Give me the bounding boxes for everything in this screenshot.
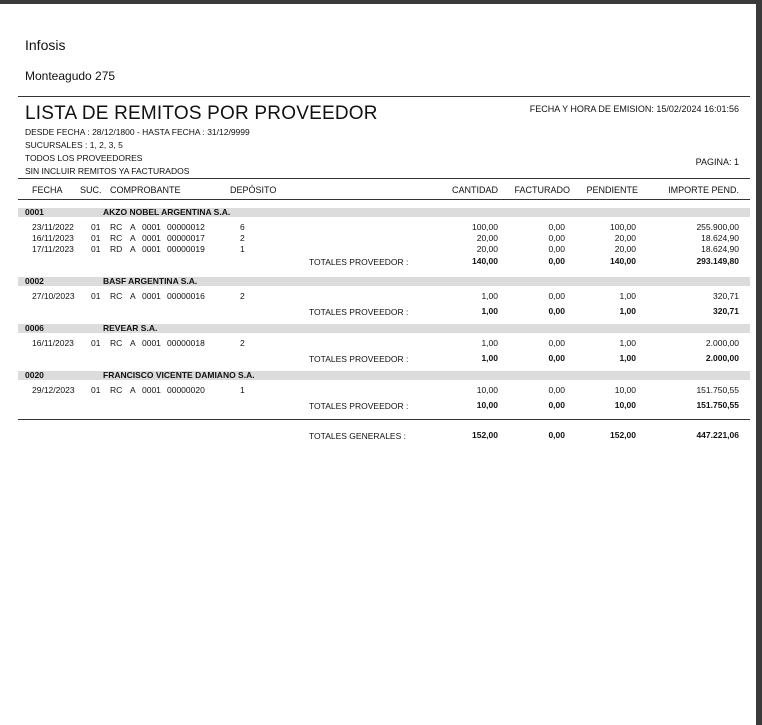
invoiced-filter: SIN INCLUIR REMITOS YA FACTURADOS: [25, 166, 190, 176]
row-importe: 18.624,90: [701, 233, 739, 243]
row-importe: 2.000,00: [705, 338, 739, 348]
row-importe: 18.624,90: [701, 244, 739, 254]
col-cantidad: CANTIDAD: [451, 185, 498, 195]
row-fecha: 29/12/2023: [32, 385, 75, 395]
row-importe: 151.750,55: [696, 385, 739, 395]
row-tipo: RC: [110, 233, 123, 243]
report-title: LISTA DE REMITOS POR PROVEEDOR: [25, 103, 378, 124]
supplier-totals-label: TOTALES PROVEEDOR :: [309, 401, 409, 411]
supplier-total-cantidad: 10,00: [476, 400, 498, 410]
row-facturado: 0,00: [548, 338, 565, 348]
grand-totals-label: TOTALES GENERALES :: [309, 431, 406, 441]
row-letra: A: [130, 222, 136, 232]
columns-top-rule: [18, 178, 750, 179]
supplier-total-importe: 293.149,80: [696, 256, 739, 266]
supplier-total-pendiente: 140,00: [610, 256, 636, 266]
supplier-total-pendiente: 1,00: [619, 306, 636, 316]
col-suc: SUC.: [80, 185, 102, 195]
col-facturado: FACTURADO: [514, 185, 570, 195]
grand-total-importe: 447.221,06: [696, 430, 739, 440]
supplier-total-facturado: 0,00: [548, 400, 565, 410]
row-fecha: 16/11/2023: [32, 233, 74, 243]
supplier-code: 0002: [25, 276, 44, 286]
row-cantidad: 10,00: [476, 385, 498, 395]
page-number: PAGINA: 1: [695, 157, 739, 167]
supplier-code: 0020: [25, 370, 44, 380]
row-numero: 00000012: [167, 222, 205, 232]
emission-datetime: FECHA Y HORA DE EMISION: 15/02/2024 16:01:56: [529, 104, 739, 114]
supplier-totals-label: TOTALES PROVEEDOR :: [309, 257, 409, 267]
supplier-totals-label: TOTALES PROVEEDOR :: [309, 354, 409, 364]
grand-total-cantidad: 152,00: [472, 430, 498, 440]
row-letra: A: [130, 233, 136, 243]
row-cantidad: 1,00: [481, 338, 498, 348]
company-name: Infosis: [25, 37, 66, 53]
row-suc: 01: [91, 233, 101, 243]
supplier-total-cantidad: 140,00: [472, 256, 498, 266]
row-suc: 01: [91, 338, 101, 348]
col-comprobante: COMPROBANTE: [110, 185, 181, 195]
row-letra: A: [130, 338, 136, 348]
date-range: DESDE FECHA : 28/12/1800 - HASTA FECHA : 31/12/9999: [25, 127, 250, 137]
row-pendiente: 100,00: [610, 222, 636, 232]
row-deposito: 2: [240, 291, 245, 301]
row-importe: 320,71: [713, 291, 739, 301]
supplier-total-facturado: 0,00: [548, 306, 565, 316]
company-address: Monteagudo 275: [25, 69, 116, 83]
row-cantidad: 100,00: [472, 222, 498, 232]
row-facturado: 0,00: [548, 222, 565, 232]
grand-totals-rule: [18, 419, 750, 420]
row-tipo: RC: [110, 291, 123, 301]
suppliers-filter: TODOS LOS PROVEEDORES: [25, 153, 143, 163]
supplier-total-facturado: 0,00: [548, 256, 565, 266]
row-importe: 255.900,00: [696, 222, 739, 232]
row-letra: A: [130, 385, 136, 395]
row-cantidad: 20,00: [476, 233, 498, 243]
row-numero: 00000017: [167, 233, 205, 243]
row-numero: 00000018: [167, 338, 205, 348]
row-tipo: RC: [110, 338, 123, 348]
supplier-name: FRANCISCO VICENTE DAMIANO S.A.: [103, 370, 255, 380]
row-pendiente: 20,00: [614, 233, 636, 243]
row-punto-venta: 0001: [142, 385, 161, 395]
row-suc: 01: [91, 222, 101, 232]
row-deposito: 2: [240, 233, 245, 243]
row-punto-venta: 0001: [142, 233, 161, 243]
grand-total-facturado: 0,00: [548, 430, 565, 440]
supplier-name: BASF ARGENTINA S.A.: [103, 276, 198, 286]
col-pendiente: PENDIENTE: [586, 185, 638, 195]
row-tipo: RD: [110, 244, 123, 254]
supplier-totals-label: TOTALES PROVEEDOR :: [309, 307, 409, 317]
supplier-total-pendiente: 10,00: [614, 400, 636, 410]
grand-total-pendiente: 152,00: [610, 430, 636, 440]
supplier-total-pendiente: 1,00: [619, 353, 636, 363]
row-numero: 00000019: [167, 244, 205, 254]
row-pendiente: 10,00: [614, 385, 636, 395]
row-pendiente: 1,00: [619, 291, 636, 301]
supplier-total-cantidad: 1,00: [481, 353, 498, 363]
row-facturado: 0,00: [548, 291, 565, 301]
row-cantidad: 20,00: [476, 244, 498, 254]
header-rule: [18, 96, 750, 97]
row-tipo: RC: [110, 385, 123, 395]
columns-bottom-rule: [18, 199, 750, 200]
supplier-code: 0001: [25, 207, 44, 217]
row-tipo: RC: [110, 222, 123, 232]
supplier-name: REVEAR S.A.: [103, 323, 158, 333]
col-deposito: DEPÓSITO: [230, 185, 277, 195]
supplier-name: AKZO NOBEL ARGENTINA S.A.: [103, 207, 231, 217]
branches: SUCURSALES : 1, 2, 3, 5: [25, 140, 123, 150]
row-letra: A: [130, 291, 136, 301]
col-fecha: FECHA: [32, 185, 63, 195]
row-cantidad: 1,00: [481, 291, 498, 301]
row-pendiente: 1,00: [619, 338, 636, 348]
row-punto-venta: 0001: [142, 222, 161, 232]
supplier-code: 0006: [25, 323, 44, 333]
row-deposito: 2: [240, 338, 245, 348]
row-deposito: 1: [240, 244, 245, 254]
row-fecha: 17/11/2023: [32, 244, 74, 254]
row-numero: 00000016: [167, 291, 205, 301]
row-deposito: 1: [240, 385, 245, 395]
row-fecha: 16/11/2023: [32, 338, 74, 348]
supplier-total-importe: 2.000,00: [705, 353, 739, 363]
row-suc: 01: [91, 244, 101, 254]
row-facturado: 0,00: [548, 233, 565, 243]
row-numero: 00000020: [167, 385, 205, 395]
row-suc: 01: [91, 291, 101, 301]
row-facturado: 0,00: [548, 244, 565, 254]
row-facturado: 0,00: [548, 385, 565, 395]
row-suc: 01: [91, 385, 101, 395]
row-punto-venta: 0001: [142, 244, 161, 254]
supplier-total-cantidad: 1,00: [481, 306, 498, 316]
row-punto-venta: 0001: [142, 291, 161, 301]
report-page: [0, 4, 756, 725]
row-punto-venta: 0001: [142, 338, 161, 348]
row-deposito: 6: [240, 222, 245, 232]
supplier-total-importe: 151.750,55: [696, 400, 739, 410]
supplier-total-facturado: 0,00: [548, 353, 565, 363]
col-importe: IMPORTE PEND.: [668, 185, 739, 195]
row-fecha: 23/11/2022: [32, 222, 74, 232]
supplier-total-importe: 320,71: [713, 306, 739, 316]
row-fecha: 27/10/2023: [32, 291, 75, 301]
row-pendiente: 20,00: [614, 244, 636, 254]
row-letra: A: [130, 244, 136, 254]
